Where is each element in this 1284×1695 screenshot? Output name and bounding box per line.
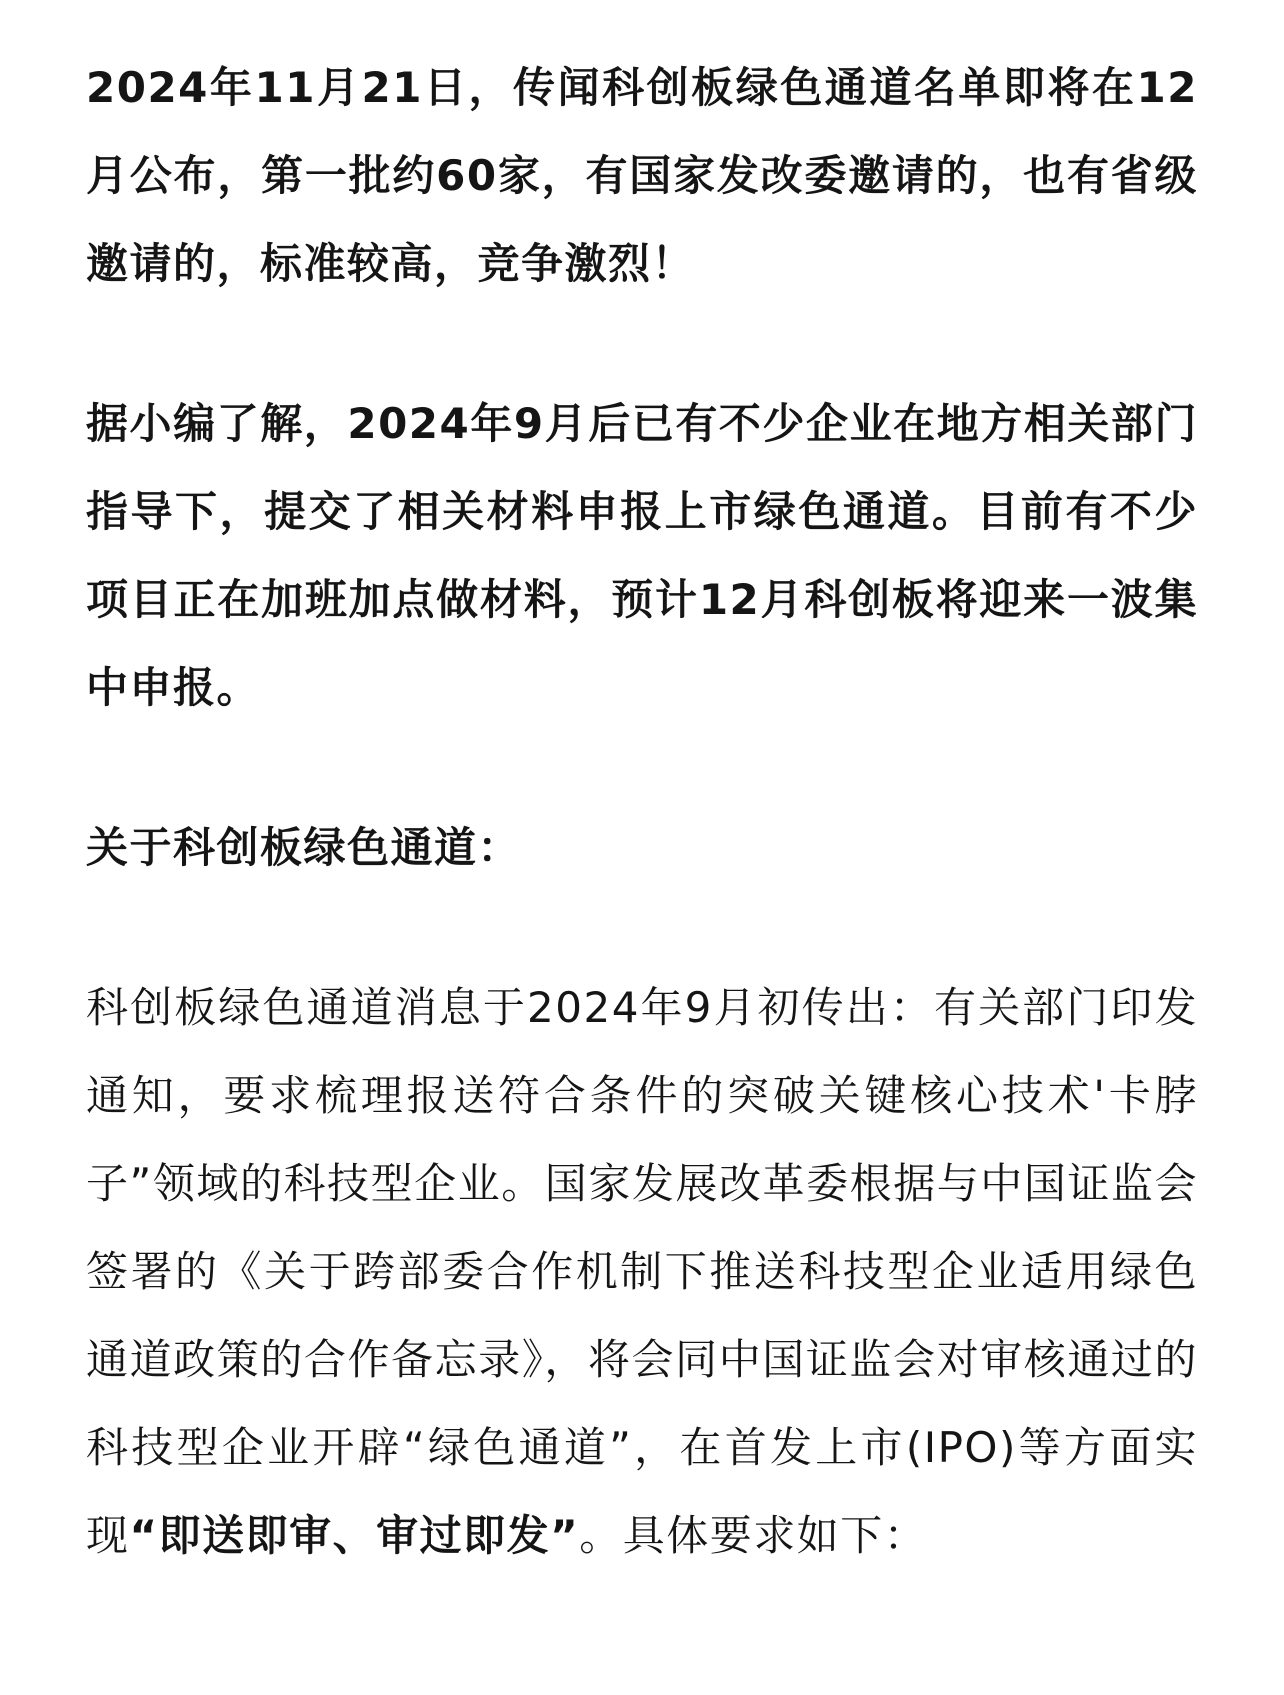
paragraph-gap [86,732,1198,804]
background-text-end: 。具体要求如下： [579,1511,928,1560]
watermark [640,1650,820,1676]
background-text: 科创板绿色通道消息于2024年9月初传出：有关部门印发通知，要求梳理报送符合条件的突破关键核心技术'卡脖子”领域的科技型企业。国家发展改革委根据与中国证监会签署的《关于跨部委合作机制下推送科技型企业适用绿色通道政策的合作备忘录》，将会同中国证监会对审核通过的科技型企业开辟“绿色通道”，在首发上市(IPO)等方面实现 [86,983,1198,1560]
paragraph-gap [86,308,1198,380]
highlight-text: “即送即审、审过即发” [129,1511,580,1560]
paragraph-gap [86,892,1198,964]
paragraph-editor-note: 据小编了解，2024年9月后已有不少企业在地方相关部门指导下，提交了相关材料申报上市绿色通道。目前有不少项目正在加班加点做材料，预计12月科创板将迎来一波集中申报。 [86,399,1198,712]
article-body [86,44,1198,1580]
paragraph-background [86,964,1198,1580]
section-heading: 关于科创板绿色通道： [86,823,522,872]
paragraph-intro: 2024年11月21日，传闻科创板绿色通道名单即将在12月公布，第一批约60家，有国家发改委邀请的，也有省级邀请的，标准较高，竞争激烈！ [86,63,1198,288]
